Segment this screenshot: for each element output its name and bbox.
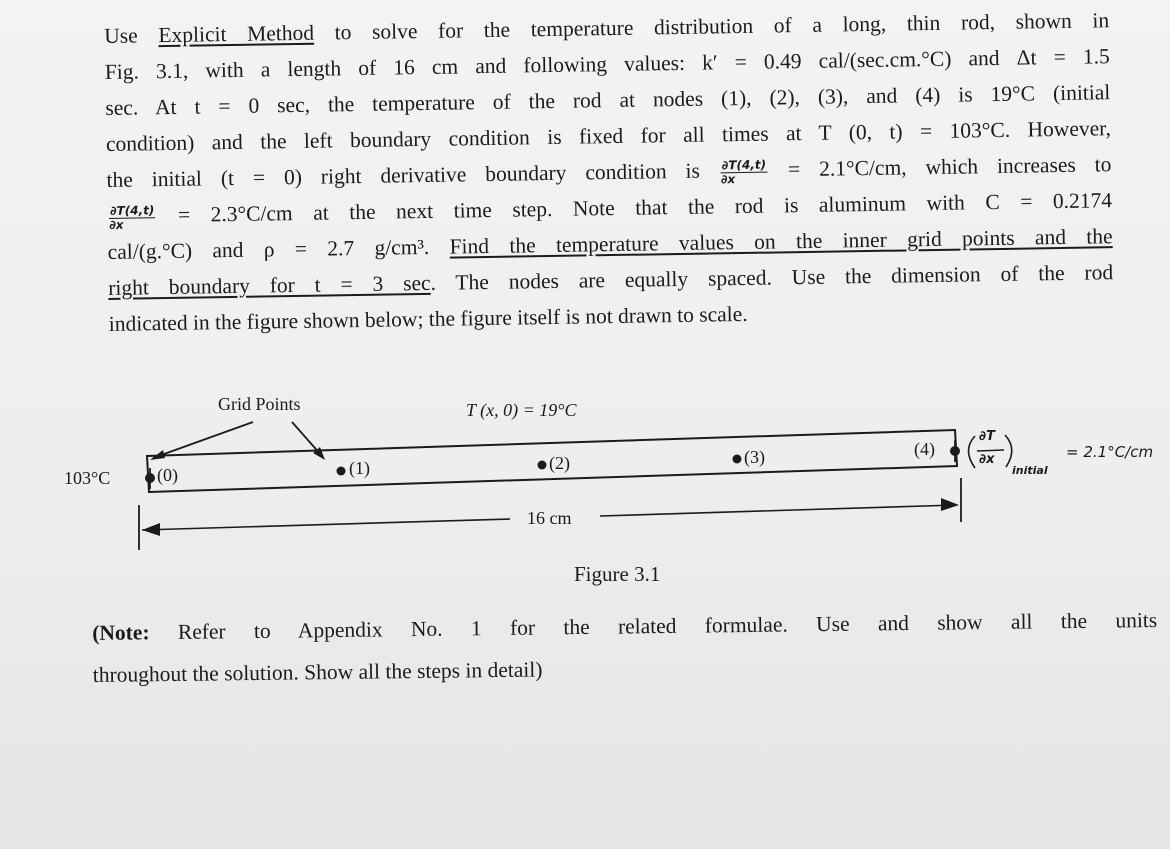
note-line-2: throughout the solution. Show all the steps in detail) xyxy=(92,657,543,687)
left-boundary-temp: 103°C xyxy=(64,468,111,488)
node-2-dot xyxy=(538,461,547,470)
deriv-fraction-bar xyxy=(977,450,1004,451)
dimension-line-left xyxy=(142,519,510,530)
node-4-label: (4) xyxy=(914,439,935,459)
problem-line-6: $\frac{\partial T(4,t)}{\partial x}$ = 2.3°C/cm at the next time step. Note that the rod is aluminum with C = 0.2174 xyxy=(109,188,1113,232)
problem-line-3: sec. At t = 0 sec, the temperature of the rod at nodes (1), (2), (3), and (4) is 19°C (initial xyxy=(105,80,1111,120)
problem-line-2: Fig. 3.1, with a length of 16 cm and following values: k′ = 0.49 cal/(sec.cm.°C) and Δt = 1.5 xyxy=(104,44,1110,84)
deriv-paren-left xyxy=(969,436,976,468)
explicit-method-underlined: Explicit Method xyxy=(158,20,315,48)
deriv-paren-right xyxy=(1005,435,1012,467)
problem-line-8: right boundary for t = 3 sec. The nodes are equally spaced. Use the dimension of the rod xyxy=(108,260,1114,300)
problem-line-4: condition) and the left boundary condition is fixed for all times at T (0, t) = 103°C. However, xyxy=(105,116,1112,156)
deriv-denominator: ∂x xyxy=(979,452,995,467)
problem-line-1: Use Explicit Method to solve for the temperature distribution of a long, thin rod, shown in xyxy=(104,8,1110,48)
grid-points-label: Grid Points xyxy=(218,394,301,414)
derivative-fraction: $\frac{\partial T(4,t)}{\partial x}$ xyxy=(720,157,767,186)
node-1-label: (1) xyxy=(349,458,370,478)
initial-condition-label: T (x, 0) = 19°C xyxy=(466,400,577,420)
deriv-numerator: ∂T xyxy=(979,429,995,444)
node-2-label: (2) xyxy=(549,453,570,473)
note-label: (Note: xyxy=(92,620,150,645)
problem-line-5: the initial (t = 0) right derivative boundary condition is $\frac{\partial T(4,t)}{\partial x}$ = 2.1°C/cm, which increases to xyxy=(106,152,1112,192)
problem-line-9: indicated in the figure shown below; the figure itself is not drawn to scale. xyxy=(108,301,748,336)
note-line-1: (Note: Refer to Appendix No. 1 for the related formulae. Use and show all the units xyxy=(92,607,1158,645)
dimension-arrowhead-left xyxy=(142,523,160,536)
problem-line-7: cal/(g.°C) and ρ = 2.7 g/cm³. Find the temperature values on the inner grid points and the xyxy=(107,224,1113,264)
deriv-value: = 2.1°C/cm xyxy=(1066,443,1154,461)
derivative-fraction-2: $\frac{\partial T(4,t)}{\partial x}$ xyxy=(109,202,155,232)
node-1-dot xyxy=(337,467,346,476)
node-3-dot xyxy=(733,455,742,464)
note-block xyxy=(92,599,1158,696)
find-instruction-underlined-2: right boundary for t = 3 sec xyxy=(108,270,431,300)
node-0-label: (0) xyxy=(157,465,178,485)
problem-statement xyxy=(104,2,1114,342)
figure-caption: Figure 3.1 xyxy=(574,562,661,586)
dimension-arrowhead-right xyxy=(941,498,959,511)
deriv-subscript: initial xyxy=(1012,464,1048,477)
rod-length-label: 16 cm xyxy=(527,508,572,528)
find-instruction-underlined: Find the temperature values on the inner grid points and the xyxy=(449,224,1113,259)
dimension-line-right xyxy=(600,505,957,516)
node-3-label: (3) xyxy=(744,447,765,467)
